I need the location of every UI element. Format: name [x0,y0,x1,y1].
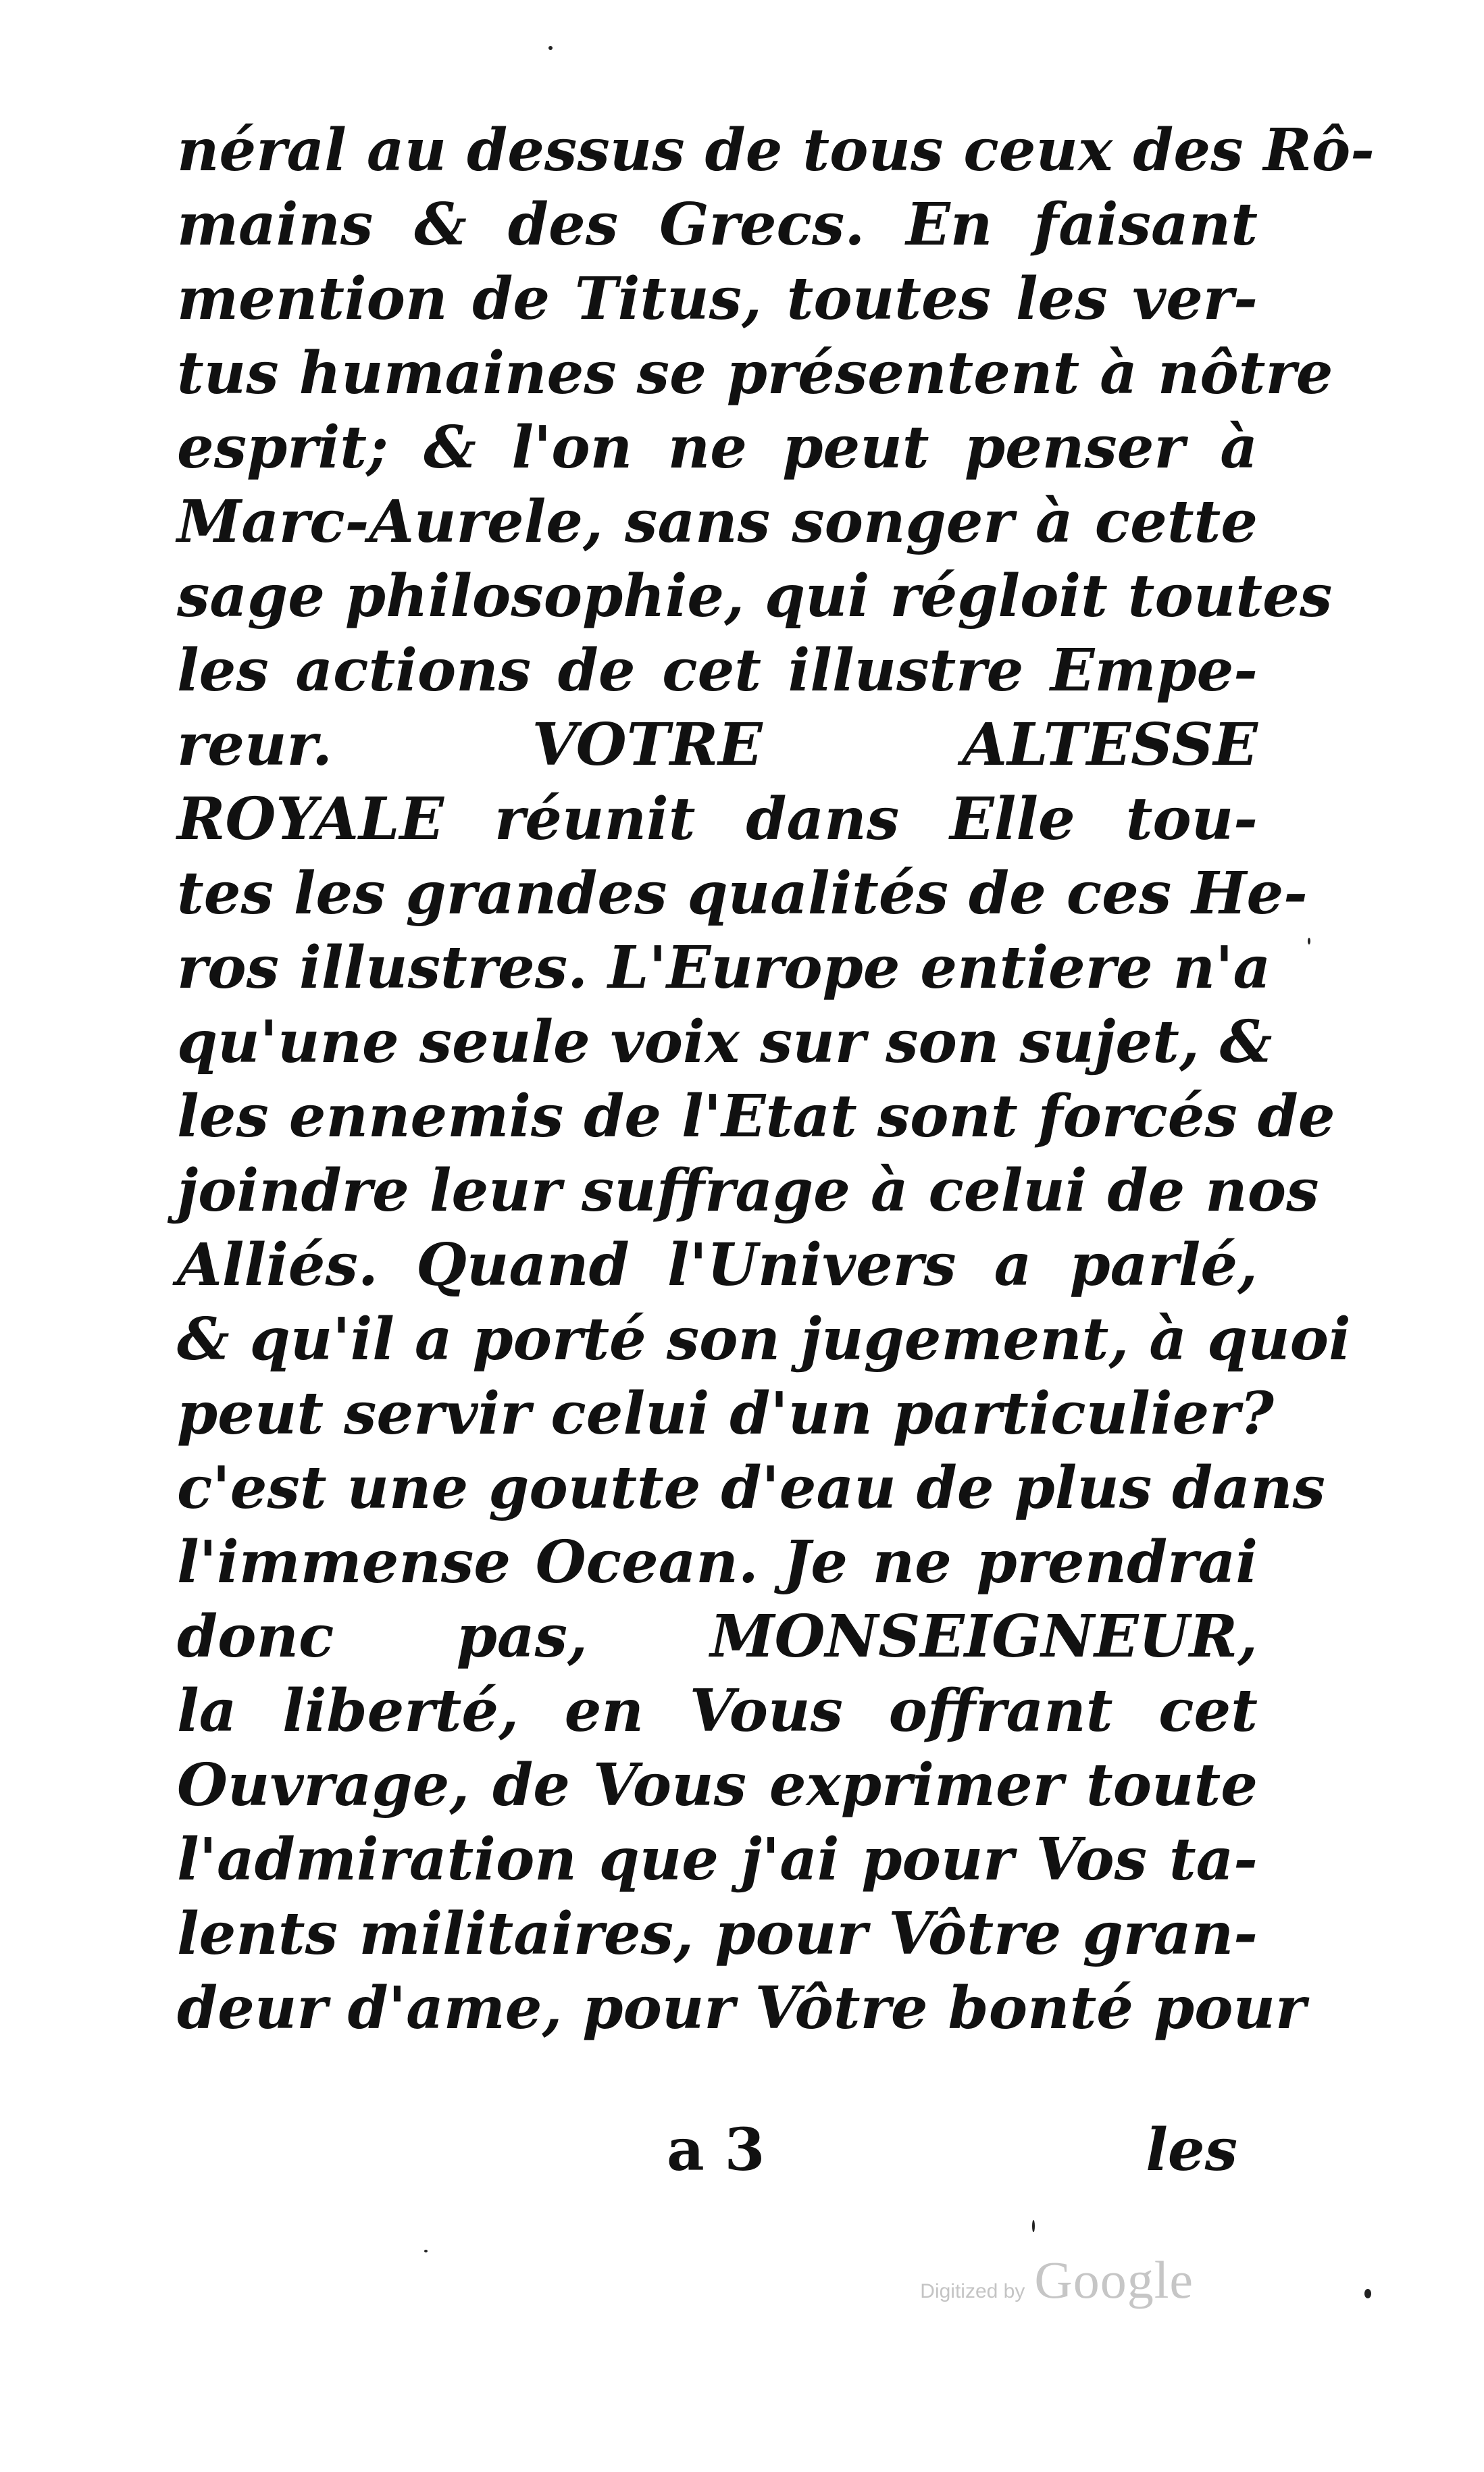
text-line: joindre leur suffrage à celui de nos [177,1157,1319,1225]
text-line: lents militaires, pour Vôtre gran- [177,1900,1258,1968]
body-text [177,113,1375,2046]
page-footer [177,2113,1258,2188]
text-line: les actions de cet illustre Empe- [177,636,1258,705]
scan-speck [548,46,553,50]
text-line: deur d'ame, pour Vôtre bonté pour [177,1974,1306,2042]
text-line: les ennemis de l'Etat sont forcés de [177,1082,1335,1151]
catchword: les [1146,2116,1237,2184]
text-line: tus humaines se présentent à nôtre [177,339,1333,407]
scan-speck [1032,2220,1035,2232]
text-line: néral au dessus de tous ceux des Rô- [177,116,1375,184]
scan-speck [1364,2289,1371,2298]
text-line: mains & des Grecs. En faisant [177,191,1258,259]
digitization-watermark [920,2250,1194,2311]
text-line: c'est une goutte d'eau de plus dans [177,1454,1325,1522]
text-line: qu'une seule voix sur son sujet, & [177,1008,1273,1076]
text-line: la liberté, en Vous offrant cet [177,1677,1258,1745]
text-line: esprit; & l'on ne peut penser à [177,413,1258,482]
text-line: Ouvrage, de Vous exprimer toute [177,1751,1258,1819]
text-line: reur. VOTRE ALTESSE [177,711,1258,779]
text-line: Marc-Aurele, sans songer à cette [177,488,1258,556]
text-line: l'immense Ocean. Je ne prendrai [177,1528,1258,1596]
scan-speck [424,2250,428,2252]
text-line: donc pas, MONSEIGNEUR, [177,1603,1258,1671]
signature-mark: a 3 [667,2116,765,2184]
text-line: tes les grandes qualités de ces He- [177,859,1308,928]
text-line: sage philosophie, qui régloit toutes [177,562,1333,630]
text-line: mention de Titus, toutes les ver- [177,265,1258,333]
text-line: ROYALE réunit dans Elle tou- [177,785,1258,853]
watermark-prefix: Digitized by [920,2280,1025,2302]
text-line: Alliés. Quand l'Univers a parlé, [177,1231,1258,1299]
scan-speck [1308,938,1310,944]
text-line: l'admiration que j'ai pour Vos ta- [177,1825,1258,1894]
text-line: ros illustres. L'Europe entiere n'a [177,934,1271,1002]
google-logo: Google [1034,2250,1194,2309]
text-line: & qu'il a porté son jugement, à quoi [177,1305,1351,1373]
text-line: peut servir celui d'un particulier? [177,1380,1274,1448]
